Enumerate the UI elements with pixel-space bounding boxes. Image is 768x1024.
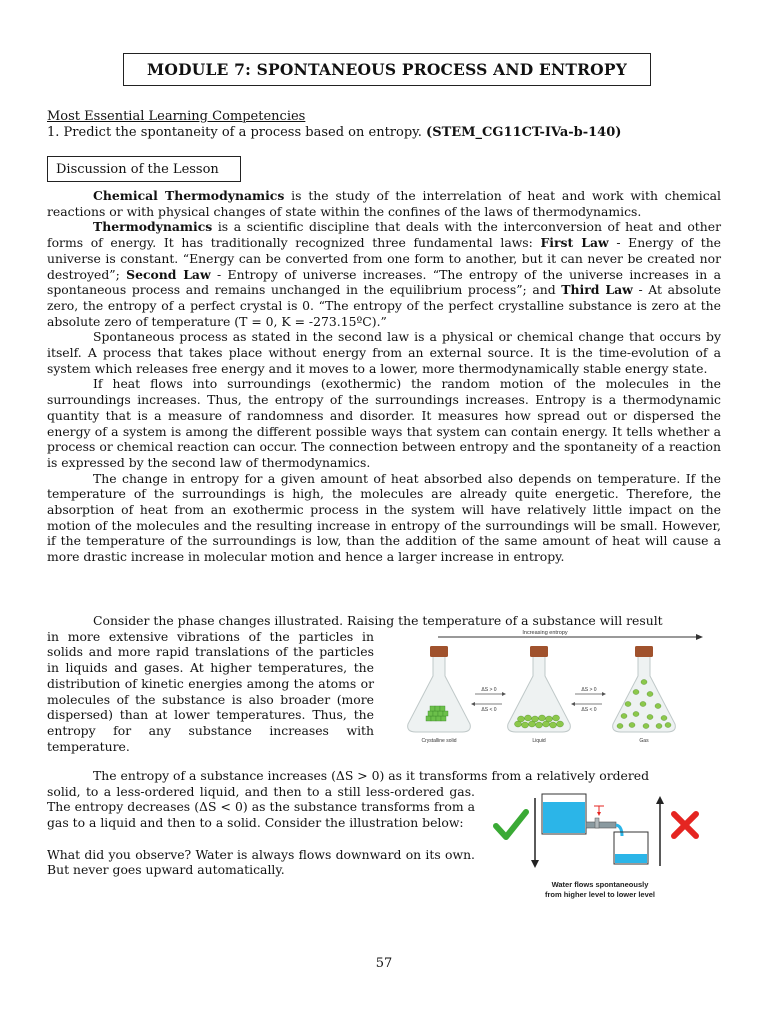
- paragraph-thermodynamics: [47, 219, 721, 329]
- paragraph-entropy-definition: If heat flows into surroundings (exothermic) the random motion of the molecules in the surroundings increases. Thus, the entropy of the surroundings increases. Entropy is a thermodynamic quantity that is a measure of randomness and disorder. It measures how spread out or dispersed the energy of a system is among the different possible ways that system can contain energy. It tells whether a process or chemical reaction can occur. The connection between entropy and the spontaneity of a reaction is expressed by the second law of thermodynamics.: [47, 376, 721, 470]
- increasing-entropy-label: Increasing entropy: [522, 630, 568, 636]
- p1-text: is the study of the interrelation of heat and work with chemical reactions or with physical changes of state within the confines of the laws of thermodynamics.: [47, 188, 722, 219]
- p2-text1: is a scientific discipline that deals with the interconversion of heat and other forms of energy. It has traditionally recognized three fundamental laws:: [47, 219, 721, 251]
- module-title: MODULE 7: SPONTANEOUS PROCESS AND ENTROPY: [147, 60, 627, 79]
- paragraph-temperature-dependence: The change in entropy for a given amount of heat absorbed also depends on temperature. If the temperature of the surroundings is high, the molecules are already quite energetic. Therefore, the absorption of heat from an exothermic process in the system will have relatively little impact on the motion of the molecules and the resulting increase in entropy of the surroundings will be small. However, if the temperature of the surroundings is low, than the addition of the same amount of heat will cause a more drastic increase in molecular motion and hence a larger increase in entropy.: [47, 470, 721, 565]
- discussion-label-box: [47, 156, 241, 182]
- gas-label: Gas: [639, 738, 649, 744]
- phase-change-first-line: Consider the phase changes illustrated. Raising the temperature of a substance will result: [93, 613, 663, 628]
- phase-change-figure: [400, 628, 712, 748]
- discussion-label: Discussion of the Lesson: [56, 161, 219, 177]
- paragraph-spontaneous-process: Spontaneous process as stated in the second law is a physical or chemical change that occurs by itself. A process that takes place without energy from an external source. It is the time-evolution of a system which releases free energy and it moves to a lower, more thermodynamically stable energy state.: [47, 329, 721, 376]
- observation-paragraph: What did you observe? Water is always flows downward on its own. But never goes upward automatically.: [47, 846, 475, 878]
- cross-icon: [674, 814, 696, 836]
- check-icon: [496, 812, 526, 837]
- third-law-term: Third Law: [561, 282, 633, 298]
- ds-positive-label-2: ΔS > 0: [581, 687, 597, 693]
- water-caption-line2: from higher level to lower level: [544, 890, 656, 899]
- ds-negative-label-2: ΔS < 0: [581, 707, 597, 713]
- flask-solid: [408, 646, 471, 744]
- entropy-change-arrows-1: [471, 687, 506, 713]
- melc-item-text: 1. Predict the spontaneity of a process based on entropy.: [47, 125, 427, 140]
- lesson-body: [47, 188, 721, 565]
- melc-item: [47, 125, 621, 141]
- entropy-rest: solid, to a less-ordered liquid, and then to a still less-ordered gas. The entropy decreases (ΔS < 0) as the substance transforms from a gas to a liquid and then to a solid. Consider the illustration below:: [47, 783, 475, 831]
- flask-gas: [613, 646, 676, 744]
- stopper: [430, 646, 448, 657]
- term-chemical-thermodynamics: Chemical Thermodynamics: [93, 188, 285, 203]
- connecting-pipe: [586, 822, 616, 828]
- term-thermodynamics: Thermodynamics: [93, 219, 213, 235]
- ds-positive-label: ΔS > 0: [481, 687, 497, 693]
- water-flow-figure: [490, 788, 710, 903]
- entropy-first-line: The entropy of a substance increases (ΔS > 0) as it transforms from a relatively ordered: [93, 768, 650, 783]
- melc-heading: Most Essential Learning Competencies: [47, 109, 306, 124]
- flask-liquid: [508, 646, 571, 744]
- p2-text2: - Energy of the universe is constant. “Energy can be converted from one form to another, but it can never be created nor destroyed”;: [47, 235, 722, 282]
- liquid-label: Liquid: [532, 738, 546, 744]
- entropy-change-arrows-2: [571, 687, 606, 713]
- melc-item-code: (STEM_CG11CT-IVa-b-140): [426, 125, 622, 140]
- p2-text4: - At absolute zero, the entropy of a perfect crystal is 0. “The entropy of the perfect crystalline substance is zero at the absolute zero of temperature (T = 0, K = -273.15ºC).”: [47, 282, 721, 329]
- paragraph-chemical-thermodynamics: [47, 188, 721, 219]
- first-law-term: First Law: [540, 235, 609, 251]
- solid-label: Crystalline solid: [421, 738, 457, 744]
- p2-text3: - Entropy of universe increases. “The entropy of the universe increases in a spontaneous process and remains unchanged in the equilibrium process”; and: [47, 266, 721, 298]
- water-caption-line1: Water flows spontaneously: [551, 880, 649, 889]
- module-title-box: [123, 53, 651, 86]
- melc-section: [47, 109, 621, 141]
- second-law-term: Second Law: [126, 266, 211, 282]
- phase-change-rest: in more extensive vibrations of the particles in solids and more rapid translations of the particles in liquids and gases. At higher temperatures, the distribution of kinetic energies among the atoms or molecules of the substance is also broader (more dispersed) than at lower temperatures. Thus, the entropy for any substance increases with temperature.: [47, 628, 374, 754]
- page-number: 57: [375, 956, 393, 971]
- ds-negative-label: ΔS < 0: [481, 707, 497, 713]
